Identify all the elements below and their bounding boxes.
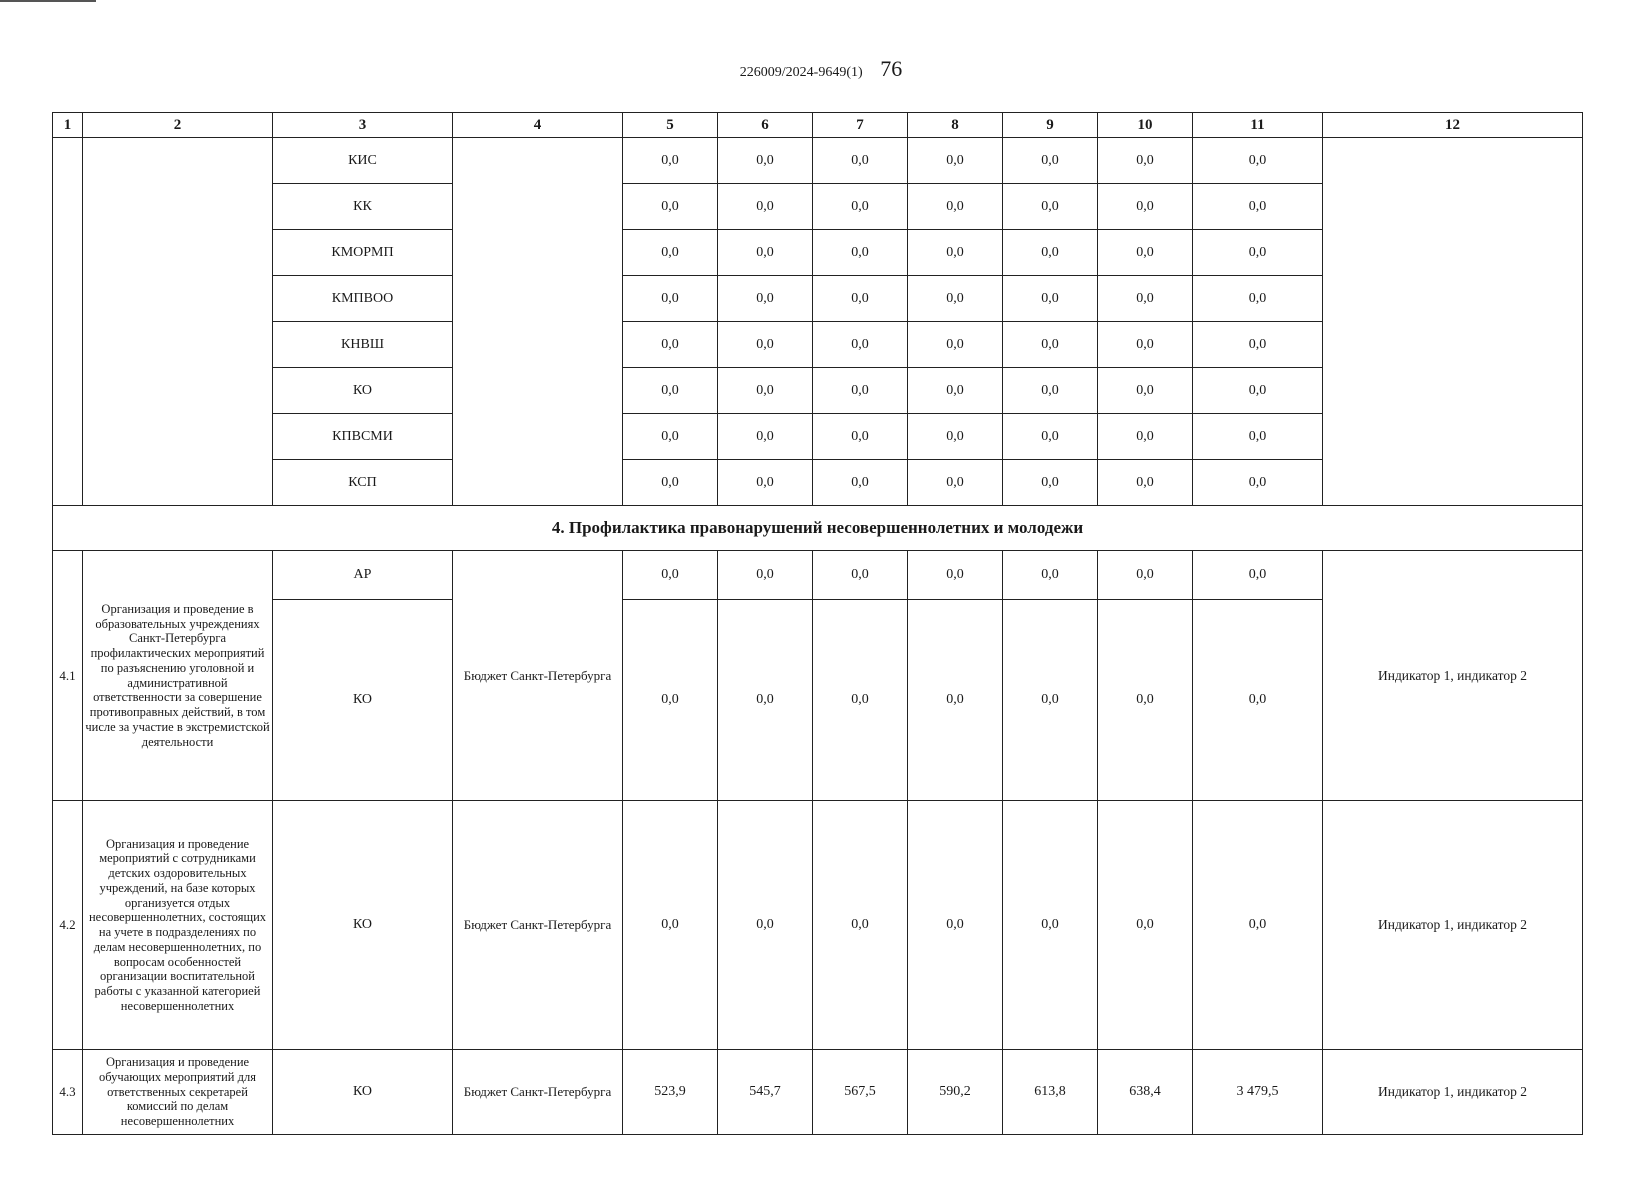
value-cell: 0,0 — [623, 801, 718, 1050]
value-cell: 0,0 — [908, 801, 1003, 1050]
value-cell: 0,0 — [1003, 184, 1098, 230]
value-cell: 0,0 — [908, 414, 1003, 460]
executor-code: КО — [273, 1050, 453, 1135]
value-cell: 0,0 — [813, 414, 908, 460]
value-cell: 0,0 — [1098, 184, 1193, 230]
value-cell: 0,0 — [813, 230, 908, 276]
column-header: 9 — [1003, 113, 1098, 138]
value-cell: 0,0 — [1098, 368, 1193, 414]
value-cell: 0,0 — [813, 460, 908, 506]
executor-code: КК — [273, 184, 453, 230]
value-cell: 0,0 — [1003, 414, 1098, 460]
value-cell: 0,0 — [908, 460, 1003, 506]
value-cell: 0,0 — [1098, 801, 1193, 1050]
value-cell: 0,0 — [1193, 600, 1323, 801]
value-cell: 0,0 — [1003, 276, 1098, 322]
value-cell: 0,0 — [908, 368, 1003, 414]
executor-code: КМПВОО — [273, 276, 453, 322]
value-cell: 0,0 — [718, 230, 813, 276]
executor-code: АР — [273, 551, 453, 600]
table-row — [53, 138, 1583, 184]
value-cell: 0,0 — [1193, 460, 1323, 506]
value-cell: 0,0 — [1098, 138, 1193, 184]
funding-source: Бюджет Санкт-Петербурга — [453, 551, 623, 801]
empty-cell — [453, 138, 623, 506]
indicator-cell: Индикатор 1, индикатор 2 — [1323, 801, 1583, 1050]
value-cell: 0,0 — [813, 184, 908, 230]
value-cell: 0,0 — [813, 368, 908, 414]
table-header-row — [53, 113, 1583, 138]
value-cell: 0,0 — [1003, 801, 1098, 1050]
value-cell: 0,0 — [623, 414, 718, 460]
executor-code: КО — [273, 801, 453, 1050]
value-cell: 0,0 — [813, 322, 908, 368]
value-cell: 590,2 — [908, 1050, 1003, 1135]
value-cell: 545,7 — [718, 1050, 813, 1135]
table-row — [53, 801, 1583, 1050]
value-cell: 613,8 — [1003, 1050, 1098, 1135]
row-number: 4.2 — [53, 801, 83, 1050]
value-cell: 0,0 — [908, 551, 1003, 600]
value-cell: 0,0 — [1193, 230, 1323, 276]
value-cell: 0,0 — [623, 230, 718, 276]
value-cell: 0,0 — [1098, 460, 1193, 506]
value-cell: 0,0 — [1098, 414, 1193, 460]
column-header: 2 — [83, 113, 273, 138]
value-cell: 0,0 — [623, 276, 718, 322]
executor-code: КО — [273, 368, 453, 414]
column-header: 7 — [813, 113, 908, 138]
document-header — [0, 56, 1642, 82]
value-cell: 0,0 — [1193, 322, 1323, 368]
value-cell: 0,0 — [623, 600, 718, 801]
value-cell: 0,0 — [1003, 368, 1098, 414]
value-cell: 0,0 — [813, 551, 908, 600]
page-number: 76 — [880, 56, 903, 81]
activity-description: Организация и проведение в образовательных учреждениях Санкт-Петербурга профилактических мероприятий по разъяснению уголовной и административной ответственности за совершение противоправных действий, в том числе за участие в экстремистской деятельности — [83, 551, 273, 801]
value-cell: 0,0 — [1003, 138, 1098, 184]
scan-artifact-line — [0, 0, 96, 2]
value-cell: 0,0 — [718, 551, 813, 600]
value-cell: 0,0 — [718, 322, 813, 368]
column-header: 12 — [1323, 113, 1583, 138]
executor-code: КИС — [273, 138, 453, 184]
value-cell: 523,9 — [623, 1050, 718, 1135]
executor-code: КПВСМИ — [273, 414, 453, 460]
value-cell: 638,4 — [1098, 1050, 1193, 1135]
value-cell: 0,0 — [1193, 184, 1323, 230]
funding-source: Бюджет Санкт-Петербурга — [453, 1050, 623, 1135]
value-cell: 0,0 — [623, 138, 718, 184]
activity-description: Организация и проведение обучающих мероприятий для ответственных секретарей комиссий по делам несовершеннолетних — [83, 1050, 273, 1135]
value-cell: 0,0 — [1003, 460, 1098, 506]
value-cell: 0,0 — [813, 801, 908, 1050]
value-cell: 0,0 — [1193, 551, 1323, 600]
value-cell: 0,0 — [1193, 276, 1323, 322]
value-cell: 0,0 — [718, 184, 813, 230]
executor-code: КМОРМП — [273, 230, 453, 276]
column-header: 3 — [273, 113, 453, 138]
executor-code: КСП — [273, 460, 453, 506]
value-cell: 0,0 — [908, 184, 1003, 230]
column-header: 8 — [908, 113, 1003, 138]
value-cell: 0,0 — [813, 276, 908, 322]
funding-source: Бюджет Санкт-Петербурга — [453, 801, 623, 1050]
value-cell: 0,0 — [908, 276, 1003, 322]
value-cell: 0,0 — [908, 230, 1003, 276]
executor-code: КНВШ — [273, 322, 453, 368]
value-cell: 0,0 — [1098, 322, 1193, 368]
column-header: 11 — [1193, 113, 1323, 138]
section-row — [53, 506, 1583, 551]
row-number: 4.1 — [53, 551, 83, 801]
table-row — [53, 1050, 1583, 1135]
program-table — [52, 112, 1583, 1135]
value-cell: 0,0 — [623, 184, 718, 230]
value-cell: 567,5 — [813, 1050, 908, 1135]
column-header: 5 — [623, 113, 718, 138]
value-cell: 0,0 — [623, 460, 718, 506]
column-header: 6 — [718, 113, 813, 138]
indicator-cell: Индикатор 1, индикатор 2 — [1323, 551, 1583, 801]
column-header: 10 — [1098, 113, 1193, 138]
value-cell: 0,0 — [623, 322, 718, 368]
column-header: 4 — [453, 113, 623, 138]
value-cell: 0,0 — [1003, 551, 1098, 600]
value-cell: 0,0 — [718, 138, 813, 184]
value-cell: 0,0 — [1193, 138, 1323, 184]
column-header: 1 — [53, 113, 83, 138]
value-cell: 3 479,5 — [1193, 1050, 1323, 1135]
executor-code: КО — [273, 600, 453, 801]
value-cell: 0,0 — [1098, 276, 1193, 322]
value-cell: 0,0 — [623, 368, 718, 414]
value-cell: 0,0 — [1193, 414, 1323, 460]
value-cell: 0,0 — [1098, 551, 1193, 600]
value-cell: 0,0 — [813, 600, 908, 801]
section-title: 4. Профилактика правонарушений несовершеннолетних и молодежи — [53, 506, 1583, 551]
value-cell: 0,0 — [1193, 368, 1323, 414]
empty-cell — [53, 138, 83, 506]
value-cell: 0,0 — [623, 551, 718, 600]
value-cell: 0,0 — [718, 276, 813, 322]
document-number: 226009/2024-9649(1) — [739, 65, 863, 80]
value-cell: 0,0 — [718, 801, 813, 1050]
value-cell: 0,0 — [908, 322, 1003, 368]
table-row — [53, 551, 1583, 600]
value-cell: 0,0 — [718, 600, 813, 801]
value-cell: 0,0 — [1003, 230, 1098, 276]
activity-description: Организация и проведение мероприятий с сотрудниками детских оздоровительных учреждений, на базе которых организуется отдых несовершеннолетних, состоящих на учете в подразделениях по делам несовершеннолетних, по вопросам особенностей организации воспитательной работы с указанной категорией несовершеннолетних — [83, 801, 273, 1050]
value-cell: 0,0 — [1098, 600, 1193, 801]
value-cell: 0,0 — [718, 414, 813, 460]
value-cell: 0,0 — [908, 600, 1003, 801]
value-cell: 0,0 — [908, 138, 1003, 184]
value-cell: 0,0 — [718, 460, 813, 506]
indicator-cell: Индикатор 1, индикатор 2 — [1323, 1050, 1583, 1135]
value-cell: 0,0 — [1003, 322, 1098, 368]
value-cell: 0,0 — [718, 368, 813, 414]
value-cell: 0,0 — [1003, 600, 1098, 801]
empty-cell — [1323, 138, 1583, 506]
empty-cell — [83, 138, 273, 506]
value-cell: 0,0 — [1098, 230, 1193, 276]
value-cell: 0,0 — [1193, 801, 1323, 1050]
value-cell: 0,0 — [813, 138, 908, 184]
row-number: 4.3 — [53, 1050, 83, 1135]
